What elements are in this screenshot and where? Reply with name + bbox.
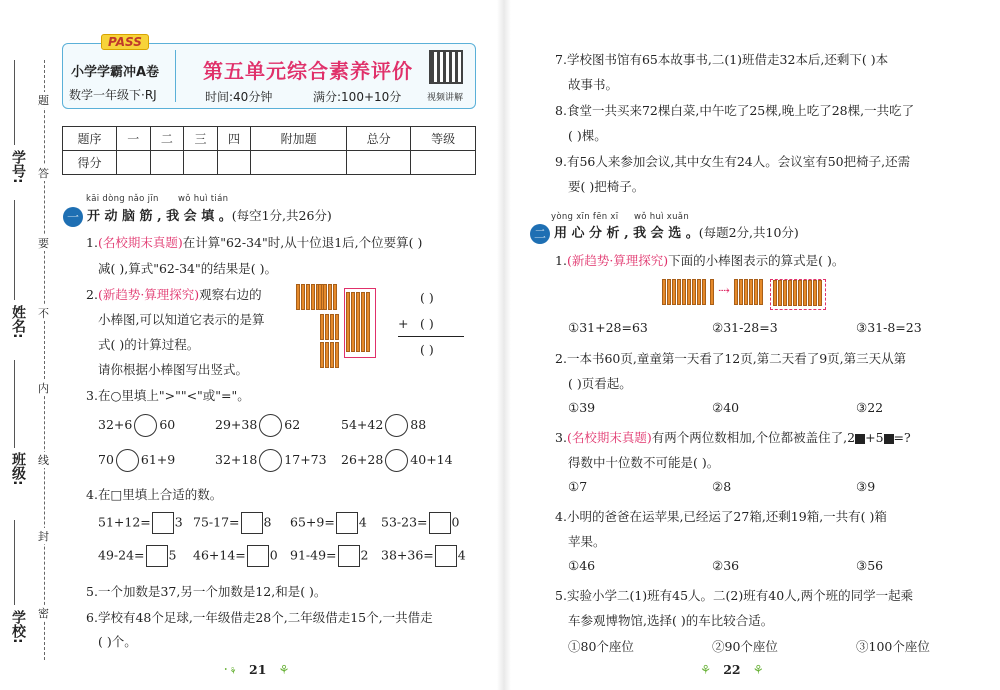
class-label: 班级:: [10, 452, 26, 486]
question-1: [86, 233, 422, 251]
question-number: 3.: [555, 430, 567, 445]
binding-margin: [0, 0, 60, 690]
option[interactable]: ②8: [712, 479, 732, 494]
section2-note: (每题2分,共10分): [698, 225, 799, 240]
section1-pinyin1: kāi dòng nǎo jīn: [86, 194, 159, 204]
score-table-cell: 得分: [63, 151, 117, 175]
score-input-cell[interactable]: [117, 151, 151, 175]
option[interactable]: ③22: [856, 400, 884, 415]
question-2: [86, 285, 262, 303]
question-number: 4.: [86, 487, 98, 502]
fill-digit: 0: [269, 547, 278, 563]
compare-circle[interactable]: [116, 449, 139, 472]
compare-item: [215, 449, 327, 472]
seal-char: 线: [38, 454, 49, 467]
choice-question-1: [555, 251, 844, 269]
score-table: [62, 126, 476, 175]
vertical-calc-blank[interactable]: ( ): [420, 316, 434, 331]
question-number: 5.: [86, 584, 98, 599]
question-number: 9.: [555, 154, 567, 169]
stick-bundle: [662, 279, 707, 308]
question-6-line2: ( )个。: [98, 634, 137, 649]
question-number: 8.: [555, 103, 567, 118]
option[interactable]: ③31-8=23: [856, 320, 922, 335]
question-tag: (名校期末真题): [97, 235, 183, 250]
sprout-icon: ⚘: [700, 662, 712, 677]
section1-pinyin2: wǒ huì tián: [178, 194, 229, 204]
question-number: 2.: [555, 351, 567, 366]
question-number: 7.: [555, 52, 567, 67]
fill-digit: 5: [168, 547, 177, 563]
seal-char: 密: [38, 607, 49, 620]
seal-char: 不: [38, 307, 49, 320]
option[interactable]: ②90个座位: [712, 639, 778, 654]
student-no-line: [14, 60, 15, 145]
compare-item: [341, 449, 453, 472]
compare-right: 88: [410, 417, 427, 432]
compare-right: 17+73: [284, 452, 327, 467]
stick-bundle: [318, 284, 338, 313]
score-table-cell: 一: [117, 127, 151, 151]
fill-box-item: [193, 545, 278, 567]
score-input-cell[interactable]: [217, 151, 251, 175]
student-no-label: 学号:: [10, 150, 26, 184]
compare-item: [341, 414, 426, 437]
compare-left: 32+18: [215, 452, 258, 467]
section-number-icon: 一: [63, 207, 83, 227]
question-text: 一个加数是37,另一个加数是12,和是( )。: [97, 584, 327, 599]
group-bracket: [344, 288, 376, 358]
section2-pinyin1: yòng xīn fēn xī: [551, 212, 619, 222]
name-line: [14, 200, 15, 300]
question-text: 在□里填上合适的数。: [97, 487, 223, 502]
question-number: 3.: [86, 388, 98, 403]
qr-code-icon[interactable]: [429, 50, 463, 84]
page-fold-shadow: [497, 0, 511, 690]
question-2-line3: 式( )的计算过程。: [98, 337, 200, 352]
stick-bundle: [320, 342, 340, 371]
option[interactable]: ③56: [856, 558, 884, 573]
compare-circle[interactable]: [134, 414, 157, 437]
score-table-cell: 四: [217, 127, 251, 151]
compare-item: [98, 414, 175, 437]
fill-box-item: [98, 545, 176, 567]
question-number: 1.: [86, 235, 98, 250]
question-7-line2: 故事书。: [568, 77, 619, 92]
option[interactable]: ②40: [712, 400, 740, 415]
question-text: 实验小学二(1)班有45人。二(2)班有40人,两个班的同学一起乘: [566, 588, 914, 603]
question-line2: 得数中十位数不可能是( )。: [568, 455, 720, 470]
fill-box[interactable]: [336, 512, 358, 534]
fill-box[interactable]: [247, 545, 269, 567]
arrow-right-icon: ⇢: [718, 283, 730, 299]
page-number-right: [700, 662, 764, 677]
fill-box-item: [290, 512, 367, 534]
section2-heading: [530, 222, 799, 244]
compare-circle[interactable]: [385, 414, 408, 437]
seal-char: 封: [38, 530, 49, 543]
question-text: 食堂一共买来72棵白菜,中午吃了25棵,晚上吃了28棵,一共吃了: [566, 103, 915, 118]
fill-box[interactable]: [146, 545, 168, 567]
sprout-icon: ⚘: [278, 662, 290, 677]
question-text: 有两个两位数相加,个位都被盖住了,2: [651, 430, 856, 445]
fill-box[interactable]: [435, 545, 457, 567]
question-number: 1.: [555, 253, 567, 268]
question-text: 学校图书馆有65本故事书,二(1)班借走32本后,还剩下( )本: [566, 52, 889, 67]
question-line2: ( )页看起。: [568, 376, 632, 391]
seal-char: 答: [38, 167, 49, 180]
fill-expr: 49-24=: [98, 547, 145, 563]
question-text: 学校有48个足球,一年级借走28个,二年级借走15个,一共借走: [97, 610, 433, 625]
score-input-cell[interactable]: [251, 151, 347, 175]
choice-question-5: [555, 586, 913, 604]
question-text: 下面的小棒图表示的算式是( )。: [668, 253, 845, 268]
question-text: 在○里填上">""<"或"="。: [97, 388, 250, 403]
option[interactable]: ③9: [856, 479, 876, 494]
sprout-icon: ᛫⚘: [222, 662, 238, 677]
fill-expr: 38+36=: [381, 547, 434, 563]
page-title: 第五单元综合素养评价: [203, 59, 413, 83]
compare-circle[interactable]: [385, 449, 408, 472]
question-line2: 车参观博物馆,选择( )的车比较合适。: [568, 613, 774, 628]
question-line2: 苹果。: [568, 534, 606, 549]
score-table-score-row: [63, 151, 476, 175]
subject-label: 数学一年级下·RJ: [69, 88, 157, 102]
stick-bundle: [734, 279, 764, 308]
question-9-line2: 要( )把椅子。: [568, 179, 645, 194]
question-7: [555, 50, 888, 68]
fill-box-item: [193, 512, 271, 534]
page-number-left: [222, 662, 290, 677]
compare-item: [215, 414, 300, 437]
compare-circle[interactable]: [259, 414, 282, 437]
score-input-cell[interactable]: [150, 151, 184, 175]
plus-sign: +: [398, 316, 409, 331]
stick-diagram: [662, 277, 842, 309]
score-table-cell: 题序: [63, 127, 117, 151]
score-table-header-row: [63, 127, 476, 151]
question-2-line2: 小棒图,可以知道它表示的是算: [98, 312, 265, 327]
section1-heading: [63, 205, 332, 227]
score-table-cell: 等级: [411, 127, 476, 151]
question-4: [86, 485, 222, 503]
score-input-cell[interactable]: [184, 151, 218, 175]
section1-note: (每空1分,共26分): [231, 208, 332, 223]
score-table-cell: 三: [184, 127, 218, 151]
header-divider: [175, 50, 176, 102]
section-number-icon: 二: [530, 224, 550, 244]
seal-char: 题: [38, 94, 49, 107]
question-text: =?: [893, 430, 911, 445]
fill-expr: 91-49=: [290, 547, 337, 563]
total-score-label: 满分:100+10分: [313, 90, 402, 104]
option[interactable]: ③100个座位: [856, 639, 930, 654]
section2-pinyin2: wǒ huì xuǎn: [634, 212, 690, 222]
calc-rule: [398, 336, 464, 337]
question-number: 5.: [555, 588, 567, 603]
option[interactable]: ①7: [568, 479, 588, 494]
fill-expr: 51+12=: [98, 514, 151, 530]
compare-circle[interactable]: [259, 449, 282, 472]
seal-char: 内: [38, 382, 49, 395]
class-line: [14, 360, 15, 448]
seal-char: 要: [38, 237, 49, 250]
section1-title: 开 动 脑 筋 , 我 会 填 。: [86, 209, 232, 224]
vertical-calc-blank[interactable]: ( ): [420, 290, 434, 305]
fill-box[interactable]: [152, 512, 174, 534]
question-number: 2.: [86, 287, 98, 302]
choice-question-3: [555, 428, 911, 446]
fill-digit: 2: [360, 547, 369, 563]
stick-bundle: [710, 279, 715, 308]
question-5: [86, 582, 326, 600]
covered-digit: [884, 434, 894, 444]
fill-expr: 46+14=: [193, 547, 246, 563]
fill-expr: 53-23=: [381, 514, 428, 530]
vertical-calc-blank[interactable]: ( ): [420, 342, 434, 357]
compare-right: 60: [159, 417, 176, 432]
school-line: [14, 520, 15, 605]
fill-box-item: [98, 512, 183, 534]
compare-left: 70: [98, 452, 114, 467]
compare-left: 26+28: [341, 452, 384, 467]
page-number: 22: [723, 662, 741, 677]
loose-sticks: [770, 279, 826, 310]
series-title: 小学学霸冲A卷: [71, 65, 160, 80]
question-text: 在计算"62-34"时,从十位退1后,个位要算( ): [182, 235, 423, 250]
option[interactable]: ②31-28=3: [712, 320, 778, 335]
fill-expr: 65+9=: [290, 514, 335, 530]
vertical-calc: [398, 290, 468, 362]
score-table-cell: 附加题: [251, 127, 347, 151]
section2-title: 用 心 分 析 , 我 会 选 。: [553, 226, 699, 241]
compare-right: 61+9: [140, 452, 176, 467]
name-label: 姓名:: [10, 305, 26, 339]
school-label: 学校:: [10, 610, 26, 644]
option[interactable]: ①39: [568, 400, 596, 415]
fill-box[interactable]: [429, 512, 451, 534]
question-tag: (名校期末真题): [566, 430, 652, 445]
fill-digit: 4: [358, 514, 367, 530]
question-3: [86, 386, 250, 404]
question-tag: (新趋势·算理探究): [566, 253, 669, 268]
option[interactable]: ②36: [712, 558, 740, 573]
choice-question-2: [555, 349, 906, 367]
choice-question-4: [555, 507, 887, 525]
question-9: [555, 152, 910, 170]
fill-box-item: [381, 512, 459, 534]
question-8-line2: ( )棵。: [568, 128, 607, 143]
question-tag: (新趋势·算理探究): [97, 287, 200, 302]
question-2-line4: 请你根据小棒图写出竖式。: [98, 362, 249, 377]
option[interactable]: ①46: [568, 558, 596, 573]
sprout-icon: ⚘: [752, 662, 764, 677]
score-table-cell: 总分: [346, 127, 411, 151]
fill-digit: 0: [451, 514, 460, 530]
question-6: [86, 608, 433, 626]
score-input-cell[interactable]: [346, 151, 411, 175]
stick-bundle-figure: [292, 284, 380, 370]
question-text: 一本书60页,童童第一天看了12页,第二天看了9页,第三天从第: [566, 351, 907, 366]
fill-expr: 75-17=: [193, 514, 240, 530]
fill-digit: 8: [263, 514, 272, 530]
video-label: 视频讲解: [427, 93, 464, 103]
fill-box-item: [381, 545, 466, 567]
page-number: 21: [249, 662, 267, 677]
question-1-line2: 减( ),算式"62-34"的结果是( )。: [98, 261, 277, 276]
fill-box-item: [290, 545, 368, 567]
option[interactable]: ①80个座位: [568, 639, 634, 654]
compare-right: 40+14: [410, 452, 453, 467]
header-banner: [62, 35, 476, 109]
compare-left: 54+42: [341, 417, 384, 432]
question-text: 观察右边的: [199, 287, 262, 302]
compare-item: [98, 449, 175, 472]
question-8: [555, 101, 914, 119]
compare-right: 62: [284, 417, 301, 432]
stick-bundle: [320, 314, 340, 343]
score-input-cell[interactable]: [411, 151, 476, 175]
option[interactable]: ①31+28=63: [568, 320, 648, 335]
compare-left: 32+6: [98, 417, 133, 432]
fill-box[interactable]: [241, 512, 263, 534]
fill-digit: 4: [457, 547, 466, 563]
question-number: 6.: [86, 610, 98, 625]
fill-box[interactable]: [338, 545, 360, 567]
compare-left: 29+38: [215, 417, 258, 432]
time-label: 时间:40分钟: [205, 90, 273, 104]
seal-dashed-line: [44, 60, 45, 660]
covered-digit: [855, 434, 865, 444]
question-text: 小明的爸爸在运苹果,已经运了27箱,还剩19箱,一共有( )箱: [566, 509, 887, 524]
question-text: 有56人来参加会议,其中女生有24人。会议室有50把椅子,还需: [566, 154, 911, 169]
question-text: +5: [865, 430, 884, 445]
fill-digit: 3: [174, 514, 183, 530]
score-table-cell: 二: [150, 127, 184, 151]
brand-logo: PASS: [101, 34, 149, 50]
question-number: 4.: [555, 509, 567, 524]
